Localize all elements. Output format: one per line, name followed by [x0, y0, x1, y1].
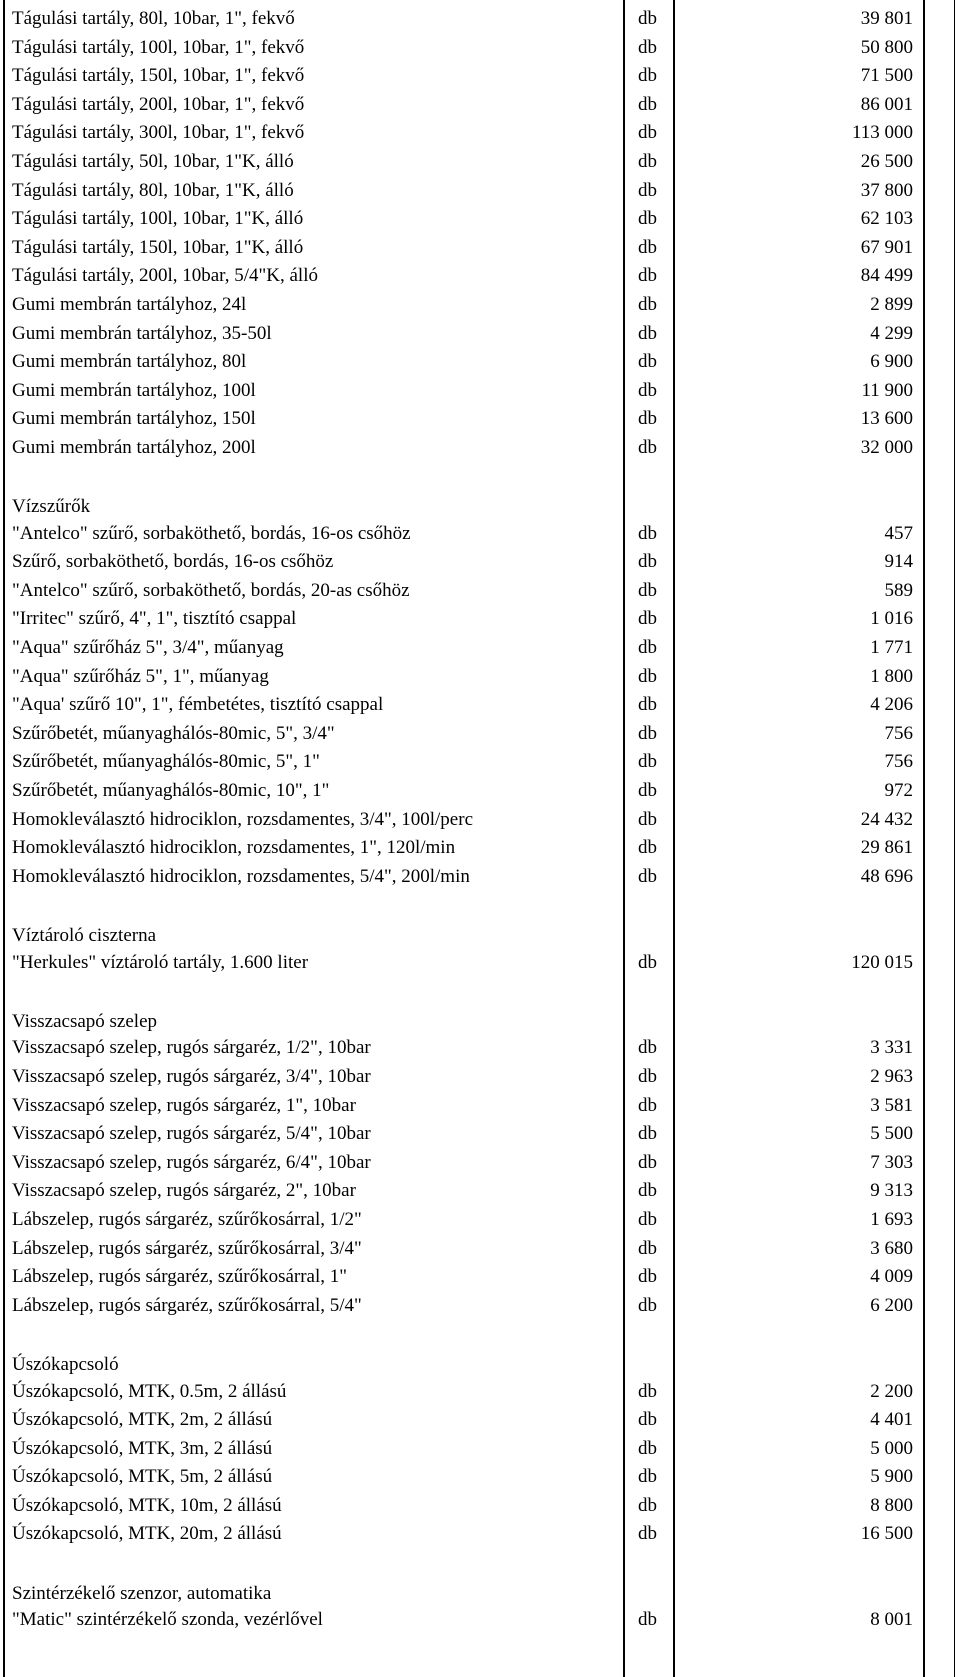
section-heading-label: Vízszűrők: [12, 496, 91, 518]
product-name-cell: Tágulási tartály, 150l, 10bar, 1", fekvő: [12, 65, 305, 87]
price-cell: 5 900: [870, 1466, 913, 1488]
unit-cell: db: [638, 236, 657, 258]
table-row: [0, 176, 960, 205]
table-row: [0, 1405, 960, 1434]
price-cell: 6 900: [870, 351, 913, 373]
table-row: [0, 1377, 960, 1406]
table-row: [0, 4, 960, 33]
unit-cell: db: [638, 951, 657, 973]
price-cell: 8 800: [870, 1494, 913, 1516]
table-row: [0, 347, 960, 376]
table-row: [0, 547, 960, 576]
product-name-cell: Gumi membrán tartályhoz, 24l: [12, 293, 247, 315]
table-row: [0, 1519, 960, 1548]
price-cell: 62 103: [860, 208, 913, 230]
section-heading-label: Visszacsapó szelep: [12, 1010, 157, 1032]
price-cell: 9 313: [870, 1180, 913, 1202]
price-cell: 4 299: [870, 322, 913, 344]
product-name-cell: Tágulási tartály, 50l, 10bar, 1"K, álló: [12, 150, 294, 172]
unit-cell: db: [638, 208, 657, 230]
unit-cell: db: [638, 522, 657, 544]
price-cell: 120 015: [851, 951, 913, 973]
product-name-cell: Szűrőbetét, műanyaghálós-80mic, 10", 1": [12, 780, 330, 802]
table-row: [0, 1434, 960, 1463]
price-cell: 914: [884, 551, 913, 573]
price-cell: 32 000: [860, 436, 913, 458]
product-name-cell: "Antelco" szűrő, sorbaköthető, bordás, 20-as csőhöz: [12, 579, 410, 601]
product-name-cell: "Aqua" szűrőház 5", 3/4", műanyag: [12, 637, 284, 659]
table-row: [0, 604, 960, 633]
unit-cell: db: [638, 1065, 657, 1087]
price-cell: 5 500: [870, 1123, 913, 1145]
unit-cell: db: [638, 1523, 657, 1545]
unit-cell: db: [638, 1437, 657, 1459]
unit-cell: db: [638, 780, 657, 802]
unit-cell: db: [638, 36, 657, 58]
price-cell: 4 009: [870, 1266, 913, 1288]
price-cell: 972: [884, 780, 913, 802]
product-name-cell: Visszacsapó szelep, rugós sárgaréz, 3/4", 10bar: [12, 1065, 371, 1087]
product-name-cell: Homokleválasztó hidrociklon, rozsdamentes, 1", 120l/min: [12, 837, 456, 859]
price-cell: 3 680: [870, 1237, 913, 1259]
product-name-cell: Visszacsapó szelep, rugós sárgaréz, 6/4", 10bar: [12, 1151, 371, 1173]
price-cell: 4 206: [870, 694, 913, 716]
table-row: [0, 633, 960, 662]
table-row: [0, 1119, 960, 1148]
unit-cell: db: [638, 150, 657, 172]
product-name-cell: Homokleválasztó hidrociklon, rozsdamentes, 5/4", 200l/min: [12, 865, 470, 887]
table-row: [0, 290, 960, 319]
unit-cell: db: [638, 665, 657, 687]
table-row: [0, 1148, 960, 1177]
price-cell: 7 303: [870, 1151, 913, 1173]
unit-cell: db: [638, 408, 657, 430]
table-row: [0, 233, 960, 262]
table-row: [0, 61, 960, 90]
product-name-cell: Gumi membrán tartályhoz, 80l: [12, 351, 247, 373]
price-cell: 1 016: [870, 608, 913, 630]
price-cell: 1 800: [870, 665, 913, 687]
unit-cell: db: [638, 1237, 657, 1259]
product-name-cell: Szűrőbetét, műanyaghálós-80mic, 5", 3/4": [12, 722, 335, 744]
unit-cell: db: [638, 1037, 657, 1059]
price-list-table: [0, 4, 960, 1634]
unit-cell: db: [638, 1609, 657, 1631]
product-name-cell: Lábszelep, rugós sárgaréz, szűrőkosárral, 1": [12, 1266, 348, 1288]
section-heading: [0, 490, 960, 519]
unit-cell: db: [638, 608, 657, 630]
product-name-cell: "Matic" szintérzékelő szonda, vezérlővel: [12, 1609, 323, 1631]
product-name-cell: Lábszelep, rugós sárgaréz, szűrőkosárral, 5/4": [12, 1294, 362, 1316]
product-name-cell: Lábszelep, rugós sárgaréz, szűrőkosárral, 1/2": [12, 1208, 362, 1230]
unit-cell: db: [638, 837, 657, 859]
price-cell: 50 800: [860, 36, 913, 58]
unit-cell: db: [638, 1151, 657, 1173]
product-name-cell: "Irritec" szűrő, 4", 1", tisztító csappal: [12, 608, 297, 630]
table-row: [0, 1291, 960, 1320]
section-spacer: [0, 976, 960, 1005]
unit-cell: db: [638, 1409, 657, 1431]
product-name-cell: Tágulási tartály, 80l, 10bar, 1", fekvő: [12, 8, 295, 29]
price-cell: 1 693: [870, 1208, 913, 1230]
table-row: [0, 90, 960, 119]
table-row: [0, 1262, 960, 1291]
unit-cell: db: [638, 722, 657, 744]
table-row: [0, 833, 960, 862]
price-cell: 11 900: [861, 379, 913, 401]
unit-cell: db: [638, 1266, 657, 1288]
unit-cell: db: [638, 637, 657, 659]
price-cell: 2 963: [870, 1065, 913, 1087]
unit-cell: db: [638, 436, 657, 458]
section-spacer: [0, 462, 960, 491]
section-heading-label: Víztároló ciszterna: [12, 925, 157, 946]
product-name-cell: Lábszelep, rugós sárgaréz, szűrőkosárral, 3/4": [12, 1237, 362, 1259]
product-name-cell: "Aqua" szűrőház 5", 1", műanyag: [12, 665, 269, 687]
price-cell: 756: [884, 751, 913, 773]
section-spacer: [0, 890, 960, 919]
table-row: [0, 433, 960, 462]
price-cell: 37 800: [860, 179, 913, 201]
price-cell: 8 001: [870, 1609, 913, 1631]
product-name-cell: Szűrőbetét, műanyaghálós-80mic, 5", 1": [12, 751, 320, 773]
price-cell: 71 500: [860, 65, 913, 87]
price-cell: 6 200: [870, 1294, 913, 1316]
unit-cell: db: [638, 1380, 657, 1402]
product-name-cell: Tágulási tartály, 80l, 10bar, 1"K, álló: [12, 179, 294, 201]
product-name-cell: Visszacsapó szelep, rugós sárgaréz, 5/4", 10bar: [12, 1123, 371, 1145]
table-row: [0, 404, 960, 433]
table-row: [0, 690, 960, 719]
product-name-cell: "Herkules" víztároló tartály, 1.600 liter: [12, 951, 309, 973]
product-name-cell: Gumi membrán tartályhoz, 200l: [12, 436, 256, 458]
price-cell: 13 600: [860, 408, 913, 430]
section-heading-label: Úszókapcsoló: [12, 1353, 119, 1375]
price-cell: 2 200: [870, 1380, 913, 1402]
table-row: [0, 576, 960, 605]
section-heading: [0, 1005, 960, 1034]
table-row: [0, 747, 960, 776]
section-heading: [0, 1577, 960, 1606]
table-row: [0, 33, 960, 62]
table-row: [0, 1176, 960, 1205]
product-name-cell: Gumi membrán tartályhoz, 35-50l: [12, 322, 272, 344]
product-name-cell: Gumi membrán tartályhoz, 100l: [12, 379, 256, 401]
table-row: [0, 519, 960, 548]
table-row: [0, 662, 960, 691]
price-cell: 67 901: [860, 236, 913, 258]
table-row: [0, 1205, 960, 1234]
unit-cell: db: [638, 351, 657, 373]
price-cell: 26 500: [860, 150, 913, 172]
unit-cell: db: [638, 322, 657, 344]
price-cell: 2 899: [870, 293, 913, 315]
table-row: [0, 1605, 960, 1634]
unit-cell: db: [638, 865, 657, 887]
price-cell: 1 771: [870, 637, 913, 659]
table-row: [0, 1033, 960, 1062]
product-name-cell: Visszacsapó szelep, rugós sárgaréz, 1/2", 10bar: [12, 1037, 371, 1059]
table-row: [0, 376, 960, 405]
table-row: [0, 719, 960, 748]
unit-cell: db: [638, 1123, 657, 1145]
unit-cell: db: [638, 1494, 657, 1516]
unit-cell: db: [638, 579, 657, 601]
unit-cell: db: [638, 1208, 657, 1230]
product-name-cell: Tágulási tartály, 200l, 10bar, 1", fekvő: [12, 93, 305, 115]
unit-cell: db: [638, 265, 657, 287]
price-cell: 4 401: [870, 1409, 913, 1431]
table-row: [0, 1234, 960, 1263]
table-row: [0, 118, 960, 147]
product-name-cell: Visszacsapó szelep, rugós sárgaréz, 1", 10bar: [12, 1094, 356, 1116]
product-name-cell: Tágulási tartály, 150l, 10bar, 1"K, álló: [12, 236, 304, 258]
unit-cell: db: [638, 93, 657, 115]
product-name-cell: Úszókapcsoló, MTK, 5m, 2 állású: [12, 1466, 273, 1488]
unit-cell: db: [638, 1180, 657, 1202]
price-cell: 113 000: [851, 122, 913, 144]
table-row: [0, 147, 960, 176]
section-spacer: [0, 1548, 960, 1577]
section-heading-label: Szintérzékelő szenzor, automatika: [12, 1582, 272, 1604]
product-name-cell: Tágulási tartály, 100l, 10bar, 1", fekvő: [12, 36, 305, 58]
table-row: [0, 261, 960, 290]
table-row: [0, 862, 960, 891]
price-cell: 5 000: [870, 1437, 913, 1459]
price-cell: 24 432: [860, 808, 913, 830]
product-name-cell: Úszókapcsoló, MTK, 20m, 2 állású: [12, 1523, 282, 1545]
unit-cell: db: [638, 179, 657, 201]
price-cell: 756: [884, 722, 913, 744]
price-cell: 3 581: [870, 1094, 913, 1116]
unit-cell: db: [638, 751, 657, 773]
unit-cell: db: [638, 1466, 657, 1488]
table-row: [0, 948, 960, 977]
price-cell: 589: [884, 579, 913, 601]
unit-cell: db: [638, 551, 657, 573]
product-name-cell: Tágulási tartály, 300l, 10bar, 1", fekvő: [12, 122, 305, 144]
product-name-cell: "Aqua' szűrő 10", 1", fémbetétes, tisztító csappal: [12, 694, 384, 716]
product-name-cell: Tágulási tartály, 200l, 10bar, 5/4"K, álló: [12, 265, 318, 287]
unit-cell: db: [638, 1294, 657, 1316]
unit-cell: db: [638, 293, 657, 315]
unit-cell: db: [638, 122, 657, 144]
product-name-cell: Úszókapcsoló, MTK, 10m, 2 állású: [12, 1494, 282, 1516]
unit-cell: db: [638, 8, 657, 29]
section-heading: [0, 1348, 960, 1377]
price-cell: 48 696: [860, 865, 913, 887]
table-row: [0, 1091, 960, 1120]
product-name-cell: Úszókapcsoló, MTK, 3m, 2 állású: [12, 1437, 273, 1459]
table-row: [0, 1491, 960, 1520]
unit-cell: db: [638, 379, 657, 401]
table-row: [0, 1062, 960, 1091]
unit-cell: db: [638, 694, 657, 716]
section-spacer: [0, 1319, 960, 1348]
product-name-cell: "Antelco" szűrő, sorbaköthető, bordás, 16-os csőhöz: [12, 522, 411, 544]
unit-cell: db: [638, 808, 657, 830]
table-row: [0, 204, 960, 233]
product-name-cell: Gumi membrán tartályhoz, 150l: [12, 408, 256, 430]
unit-cell: db: [638, 65, 657, 87]
table-row: [0, 1462, 960, 1491]
unit-cell: db: [638, 1094, 657, 1116]
product-name-cell: Visszacsapó szelep, rugós sárgaréz, 2", 10bar: [12, 1180, 356, 1202]
price-cell: 3 331: [870, 1037, 913, 1059]
table-row: [0, 805, 960, 834]
price-cell: 84 499: [860, 265, 913, 287]
price-cell: 29 861: [860, 837, 913, 859]
product-name-cell: Tágulási tartály, 100l, 10bar, 1"K, álló: [12, 208, 304, 230]
price-cell: 86 001: [860, 93, 913, 115]
product-name-cell: Úszókapcsoló, MTK, 0.5m, 2 állású: [12, 1380, 287, 1402]
price-cell: 16 500: [860, 1523, 913, 1545]
price-cell: 39 801: [860, 8, 913, 29]
product-name-cell: Homokleválasztó hidrociklon, rozsdamentes, 3/4", 100l/perc: [12, 808, 474, 830]
table-row: [0, 319, 960, 348]
section-heading: [0, 919, 960, 948]
price-cell: 457: [884, 522, 913, 544]
product-name-cell: Szűrő, sorbaköthető, bordás, 16-os csőhöz: [12, 551, 334, 573]
table-row: [0, 776, 960, 805]
product-name-cell: Úszókapcsoló, MTK, 2m, 2 állású: [12, 1409, 273, 1431]
